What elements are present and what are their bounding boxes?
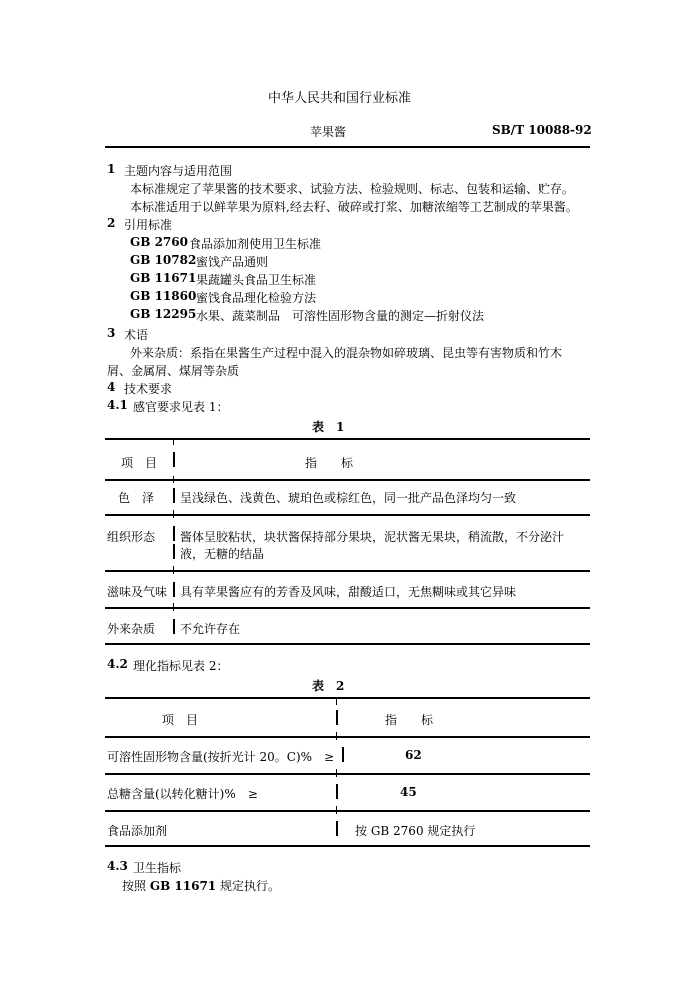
section-4-title: 技术要求 [124, 382, 173, 396]
table-2-header-indicator: 指 标 [385, 713, 434, 727]
table-rule [105, 773, 590, 775]
column-separator [173, 526, 175, 541]
table-2-row-value: 62 [405, 748, 422, 762]
section-2-title: 引用标准 [124, 218, 173, 232]
table-1-row-item: 滋味及气味 [107, 585, 168, 599]
table-1-row-value-continued: 液，无糖的结晶 [180, 547, 265, 561]
section-4-3-text [122, 877, 280, 894]
section-4-number: 4 [107, 380, 116, 394]
column-separator [173, 488, 175, 503]
table-rule [105, 607, 590, 609]
table-1-caption: 表 1 [312, 420, 345, 434]
table-2-row-item: 可溶性固形物含量(按折光计 20。C)% ≥ [107, 750, 335, 764]
section-4-3-code: GB 11671 [149, 879, 217, 893]
section-3-definition-line-2: 屑、金属屑、煤屑等杂质 [107, 364, 240, 378]
column-separator [336, 784, 338, 799]
reference-name: 果蔬罐头食品卫生标准 [196, 273, 317, 287]
standard-org-title: 中华人民共和国行业标准 [268, 91, 412, 106]
table-rule [105, 438, 590, 440]
section-2-number: 2 [107, 216, 116, 230]
table-rule [105, 736, 590, 738]
table-rule [105, 845, 590, 847]
table-2-row-item: 总糖含量(以转化糖计)% ≥ [107, 787, 258, 801]
reference-code: GB 10782 [130, 253, 197, 267]
table-rule [105, 697, 590, 699]
table-rule [105, 479, 590, 481]
column-separator [336, 821, 338, 836]
table-2-header-item: 项 目 [162, 713, 199, 727]
reference-name: 蜜饯产品通则 [196, 255, 269, 269]
section-1-title: 主题内容与适用范围 [124, 164, 233, 178]
reference-code: GB 11671 [130, 271, 197, 285]
reference-code: GB 2760 [130, 235, 188, 249]
table-1-row-value: 具有苹果酱应有的芳香及风味，甜酸适口，无焦糊味或其它异味 [180, 585, 517, 599]
section-1-paragraph-1: 本标准规定了苹果酱的技术要求、试验方法、检验规则、标志、包装和运输、贮存。 [130, 182, 575, 196]
standard-code: SB/T 10088-92 [492, 123, 592, 137]
table-rule [105, 514, 590, 516]
column-separator [173, 619, 175, 634]
table-1-row-item: 色 泽 [118, 491, 155, 505]
reference-name: 食品添加剂使用卫生标准 [189, 237, 322, 251]
table-rule [105, 570, 590, 572]
section-4-1-text: 感官要求见表 1： [133, 400, 229, 414]
section-1-number: 1 [107, 162, 116, 176]
reference-code: GB 12295 [130, 307, 197, 321]
section-3-title: 术语 [124, 328, 149, 342]
column-separator [173, 582, 175, 597]
section-4-1-number: 4.1 [107, 398, 128, 412]
table-1-row-item: 组织形态 [107, 530, 156, 544]
section-4-2-text: 理化指标见表 2： [133, 659, 229, 673]
table-1-header-indicator: 指 标 [305, 456, 354, 470]
section-4-2-number: 4.2 [107, 657, 128, 671]
column-separator [173, 452, 175, 467]
table-1-row-value: 呈浅绿色、浅黄色、琥珀色或棕红色，同一批产品色泽均匀一致 [180, 491, 517, 505]
section-4-3-text-post: 规定执行。 [216, 879, 280, 893]
column-separator [342, 747, 344, 762]
table-1-header-item: 项 目 [121, 456, 158, 470]
header-rule [105, 146, 590, 148]
column-tick [173, 439, 174, 445]
table-rule [105, 810, 590, 812]
table-2-row-value: 45 [400, 785, 417, 799]
section-4-3-number: 4.3 [107, 859, 128, 873]
section-3-number: 3 [107, 326, 116, 340]
column-separator [173, 544, 175, 559]
document-title: 苹果酱 [310, 125, 347, 139]
column-separator [336, 710, 338, 725]
table-2-row-value: 按 GB 2760 规定执行 [355, 824, 476, 838]
column-tick [336, 698, 337, 705]
section-1-paragraph-2: 本标准适用于以鲜苹果为原料,经去籽、破碎或打浆、加糖浓缩等工艺制成的苹果酱。 [130, 200, 578, 214]
table-1-row-value: 酱体呈胶粘状，块状酱保持部分果块，泥状酱无果块，稍流散，不分泌汁 [180, 530, 565, 544]
reference-name: 水果、蔬菜制品 可溶性固形物含量的测定—折射仪法 [196, 309, 485, 323]
reference-name: 蜜饯食品理化检验方法 [196, 291, 317, 305]
table-rule [105, 643, 590, 645]
table-2-caption: 表 2 [312, 679, 345, 693]
table-2-row-item: 食品添加剂 [107, 824, 168, 838]
table-1-row-value: 不允许存在 [180, 622, 241, 636]
section-4-3-title: 卫生指标 [133, 861, 182, 875]
reference-code: GB 11860 [130, 289, 197, 303]
section-3-definition-line-1: 外来杂质：系指在果酱生产过程中混入的混杂物如碎玻璃、昆虫等有害物质和竹木 [130, 346, 563, 360]
table-1-row-item: 外来杂质 [107, 622, 156, 636]
section-4-3-text-pre: 按照 [122, 879, 150, 893]
